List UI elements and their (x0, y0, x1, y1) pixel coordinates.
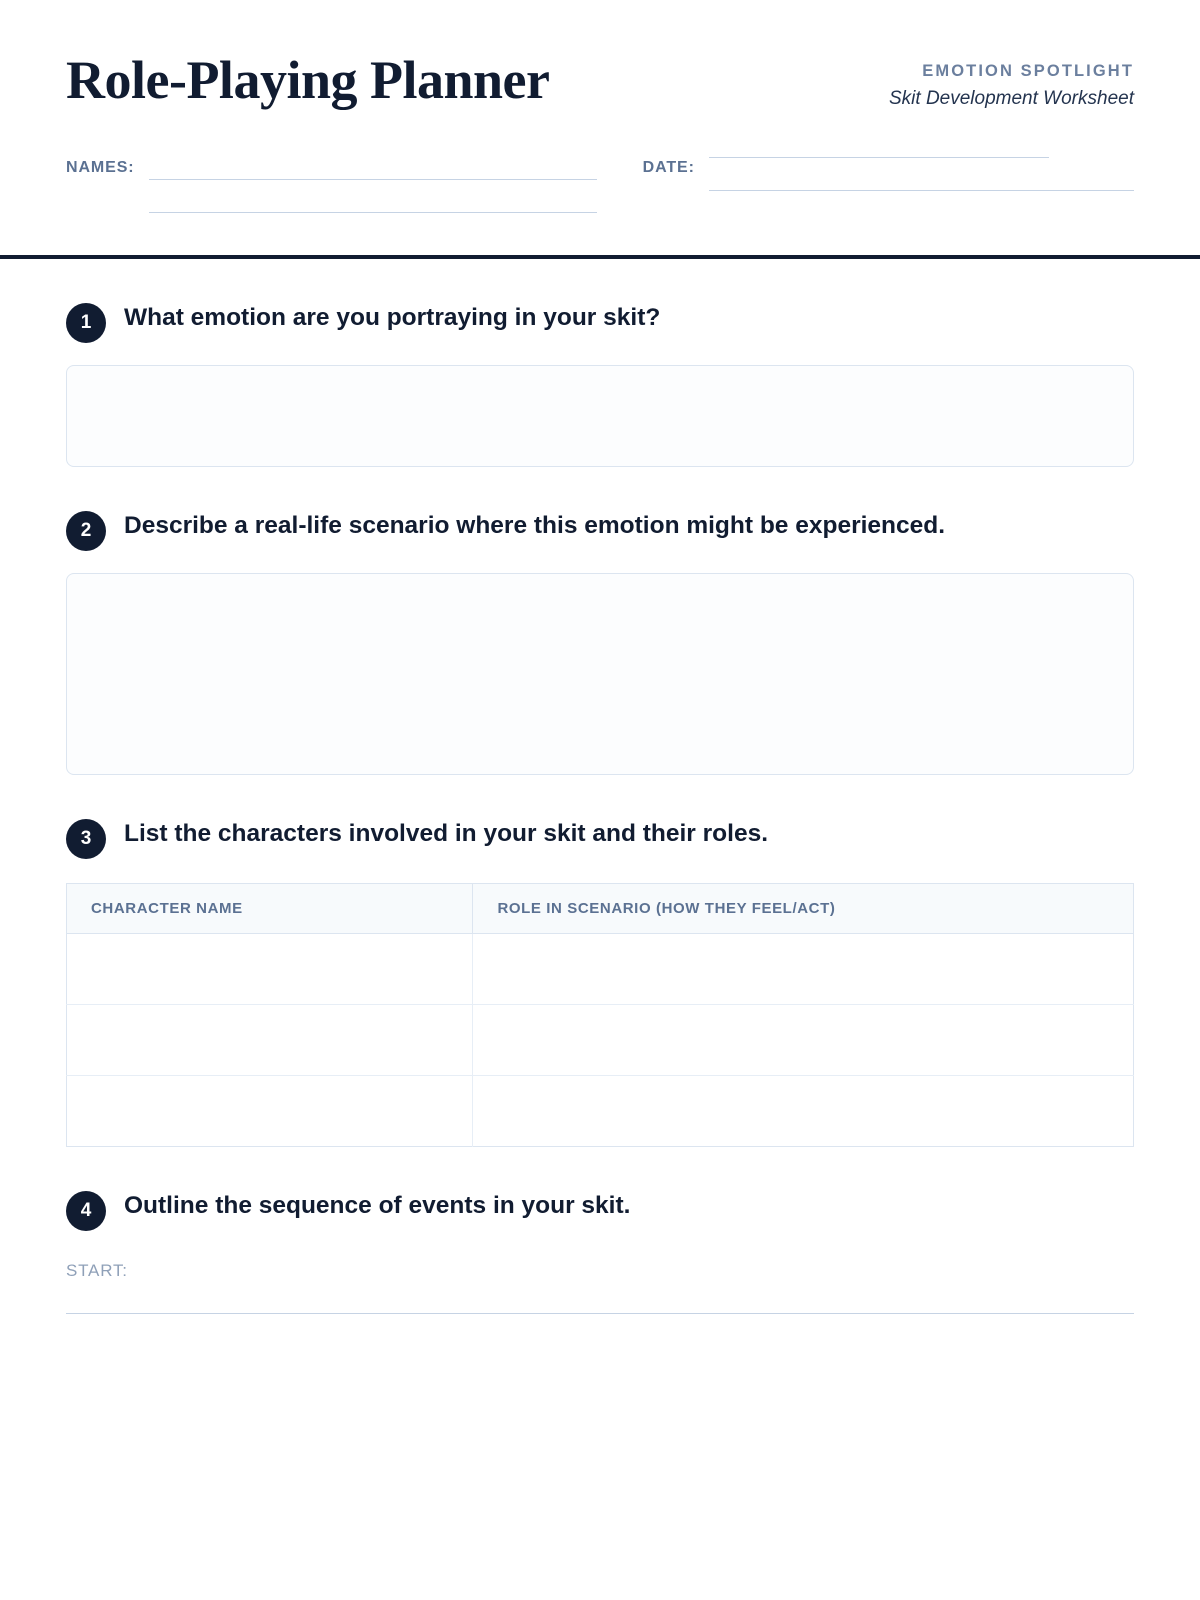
question-4-number: 4 (66, 1191, 106, 1231)
cell-character-name[interactable] (67, 1004, 473, 1075)
header-eyebrow: EMOTION SPOTLIGHT (922, 62, 1134, 80)
question-1-number: 1 (66, 303, 106, 343)
question-1-text: What emotion are you portraying in your skit? (124, 303, 661, 331)
question-3-text: List the characters involved in your skit and their roles. (124, 819, 768, 847)
table-row (67, 1075, 1134, 1146)
date-write-line-2 (709, 190, 1134, 191)
cell-character-name[interactable] (67, 933, 473, 1004)
names-write-line-1 (149, 179, 597, 180)
table-row (67, 1004, 1134, 1075)
document-header (66, 0, 1134, 111)
date-write-line-1 (709, 157, 1049, 158)
question-2-answer-box[interactable] (66, 573, 1134, 775)
question-2-number: 2 (66, 511, 106, 551)
character-table (66, 883, 1134, 1147)
question-2 (66, 509, 1134, 775)
question-4-text: Outline the sequence of events in your skit. (124, 1191, 631, 1219)
character-table-body (67, 933, 1134, 1146)
character-table-header (67, 883, 1134, 933)
cell-role[interactable] (473, 1075, 1134, 1146)
question-1-answer-box[interactable] (66, 365, 1134, 467)
question-1-heading (66, 301, 1134, 343)
question-4-heading (66, 1189, 1134, 1231)
cell-character-name[interactable] (67, 1075, 473, 1146)
sequence-start-label: START: (66, 1260, 128, 1280)
question-1 (66, 301, 1134, 467)
header-divider (0, 255, 1200, 259)
names-input[interactable] (149, 157, 597, 213)
column-header-character-name: CHARACTER NAME (67, 883, 473, 933)
names-field (66, 157, 597, 213)
question-2-text: Describe a real-life scenario where this emotion might be experienced. (124, 511, 946, 539)
table-header-row (67, 883, 1134, 933)
column-header-role: ROLE IN SCENARIO (HOW THEY FEEL/ACT) (473, 883, 1134, 933)
question-2-heading (66, 509, 1134, 551)
header-meta (889, 52, 1134, 111)
question-4 (66, 1189, 1134, 1314)
page-title: Role-Playing Planner (66, 50, 550, 110)
header-subtitle: Skit Development Worksheet (889, 87, 1134, 109)
question-3-number: 3 (66, 819, 106, 859)
question-3-heading (66, 817, 1134, 859)
date-field (643, 157, 1134, 213)
cell-role[interactable] (473, 1004, 1134, 1075)
sequence-start-write-line[interactable] (66, 1313, 1134, 1314)
date-input[interactable] (709, 157, 1134, 191)
cell-role[interactable] (473, 933, 1134, 1004)
question-3 (66, 817, 1134, 1147)
table-row (67, 933, 1134, 1004)
names-write-line-2 (149, 212, 597, 213)
identity-fields (66, 157, 1134, 213)
names-label: NAMES: (66, 158, 135, 176)
date-label: DATE: (642, 158, 695, 176)
